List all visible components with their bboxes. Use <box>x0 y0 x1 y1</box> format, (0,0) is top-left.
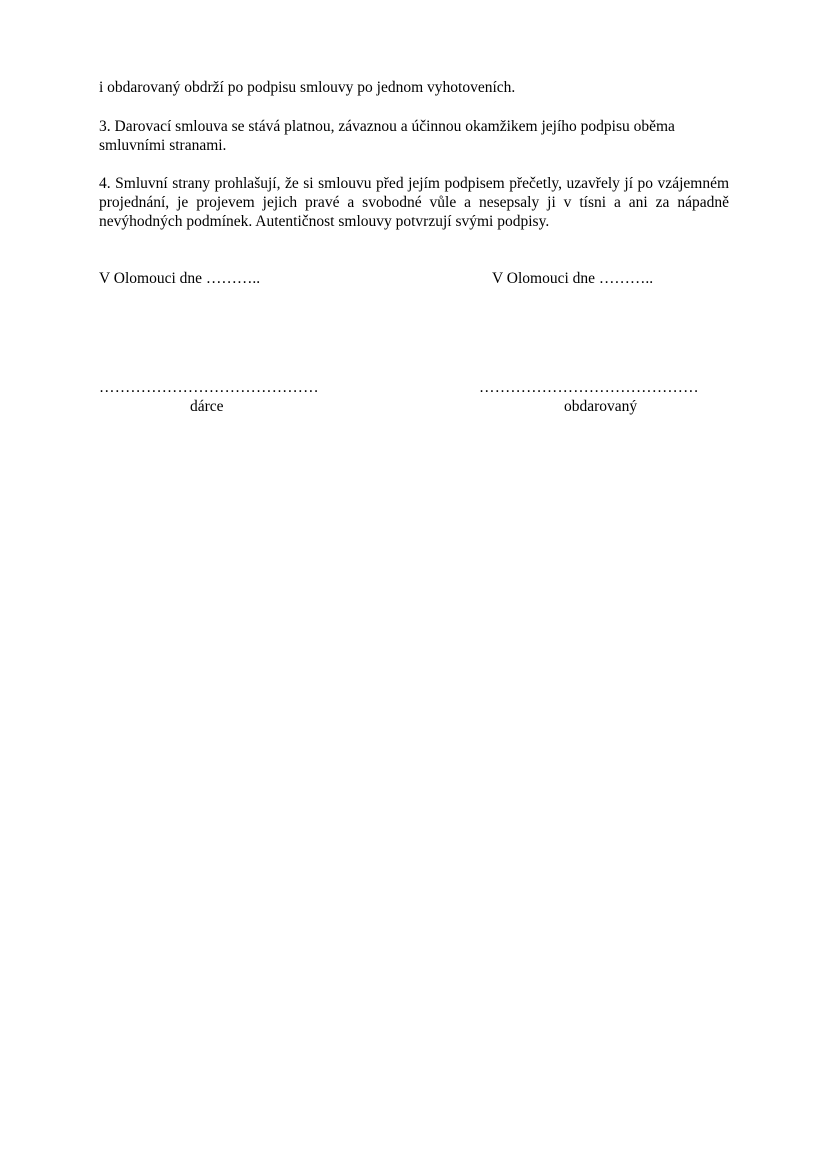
donee-date-line: V Olomouci dne ……….. <box>492 270 654 287</box>
donee-signature-line: …………………………………… <box>479 379 699 396</box>
donee-role-label: obdarovaný <box>564 398 638 415</box>
paragraph-validity: 3. Darovací smlouva se stává platnou, závaznou a účinnou okamžikem jejího podpisu oběma smluvními stranami. <box>99 118 675 154</box>
donor-role-label: dárce <box>190 398 224 415</box>
paragraph-copies: i obdarovaný obdrží po podpisu smlouvy po jednom vyhotoveních. <box>99 79 516 96</box>
donor-signature-line: …………………………………… <box>99 379 319 396</box>
paragraph-declaration: 4. Smluvní strany prohlašují, že si smlouvu před jejím podpisem přečetly, uzavřely jí po vzájemném projednání, je projevem jejich pravé a svobodné vůle a nesepsaly ji v tísni a ani za nápadně nevýhodných podmínek. Autentičnost smlouvy potvrzují svými podpisy. <box>99 175 729 230</box>
donor-date-line: V Olomouci dne ……….. <box>99 270 261 287</box>
